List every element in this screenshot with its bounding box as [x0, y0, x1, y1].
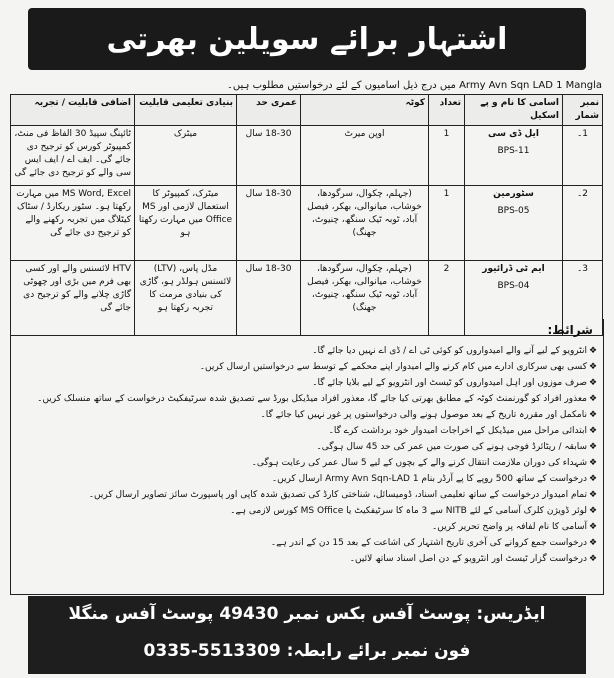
- header-extra: اضافی قابلیت / تجربہ: [11, 95, 135, 126]
- cell-extra: ٹائپنگ سپیڈ 30 الفاظ فی منٹ، کمپیوٹر کورس کو ترجیح دی جائے گی۔ ایف اے / ایف ایس سی والے کو ترجیح دی جائے گی: [11, 126, 135, 186]
- list-item: ❖انٹرویو کے لیے آنے والے امیدواروں کو کوئی ٹی اے / ڈی اے نہیں دیا جائے گا۔: [19, 343, 599, 359]
- bullet-icon: ❖: [588, 490, 598, 500]
- list-item: ❖کسی بھی سرکاری ادارے میں کام کرنے والے امیدوار اپنے محکمے کے توسط سے درخواستیں ارسال کریں۔: [19, 359, 599, 375]
- bullet-icon: ❖: [588, 506, 598, 516]
- cell-count: 1: [429, 186, 465, 261]
- conditions-list: [19, 343, 599, 567]
- list-item: ❖لوئر ڈویژن کلرک آسامی کے لئے NITB سے 3 ماہ کا سرٹیفکیٹ یا MS Office کورس لازمی ہے۔: [19, 503, 599, 519]
- table-row: [11, 186, 603, 261]
- phone-line: [28, 640, 586, 661]
- bullet-icon: ❖: [588, 458, 598, 468]
- cell-education: میٹرک: [135, 126, 237, 186]
- cell-count: 2: [429, 261, 465, 336]
- list-item: ❖درخواست کے ساتھ 500 روپے کا پے آرڈر بنام Army Avn Sqn-LAD 1 ارسال کریں۔: [19, 471, 599, 487]
- phone-number: 0335-5513309: [143, 641, 281, 661]
- list-item: ❖درخواست گزار ٹیسٹ اور انٹرویو کے دن اصل اسناد ساتھ لائیں۔: [19, 551, 599, 567]
- cell-education: مڈل پاس، (LTV) لائسنس ہولڈر ہو، گاڑی کی بنیادی مرمت کا تجربہ رکھتا ہو: [135, 261, 237, 336]
- post-name: ایل ڈی سی: [488, 129, 539, 139]
- cell-age: 18-30 سال: [237, 186, 301, 261]
- post-bps: BPS-11: [497, 146, 530, 156]
- list-item: ❖سابقہ / ریٹائرڈ فوجی ہونے کی صورت میں عمر کی حد 45 سال ہوگی۔: [19, 439, 599, 455]
- phone-label: فون نمبر برائے رابطہ:: [286, 641, 471, 661]
- cell-count: 1: [429, 126, 465, 186]
- bullet-icon: ❖: [588, 474, 598, 484]
- post-bps: BPS-04: [497, 281, 530, 291]
- post-bps: BPS-05: [497, 206, 530, 216]
- header-count: تعداد: [429, 95, 465, 126]
- table-header-row: [11, 95, 603, 126]
- bullet-icon: ❖: [588, 538, 598, 548]
- header-quota: کوٹہ: [301, 95, 429, 126]
- cell-sno: 3۔: [563, 261, 603, 336]
- cell-quota: (جہلم، چکوال، سرگودھا، خوشاب، میانوالی، بھکر، فیصل آباد، ٹوبہ ٹیک سنگھ، چنیوٹ، جھنگ): [301, 186, 429, 261]
- bullet-icon: ❖: [588, 410, 598, 420]
- list-item: ❖صرف موزوں اور اہل امیدواروں کو ٹیسٹ اور انٹرویو کے لیے بلایا جائے گا۔: [19, 375, 599, 391]
- cell-extra: MS Word, Excel میں مہارت رکھتا ہو۔ سٹور ریکارڈ / سٹاک کیٹلاگ میں تجربہ رکھنے والے کو ترجیح دی جائے گی: [11, 186, 135, 261]
- bullet-icon: ❖: [588, 378, 598, 388]
- list-item: ❖نامکمل اور مقررہ تاریخ کے بعد موصول ہونے والی درخواستوں پر غور نہیں کیا جائے گا۔: [19, 407, 599, 423]
- cell-post: [465, 126, 563, 186]
- list-item: ❖درخواست جمع کروانے کی آخری تاریخ اشتہار کی اشاعت کے بعد 15 دن کے اندر ہے۔: [19, 535, 599, 551]
- bullet-icon: ❖: [588, 426, 598, 436]
- bullet-icon: ❖: [588, 442, 598, 452]
- cell-sno: 1۔: [563, 126, 603, 186]
- post-name: سٹورمین: [493, 189, 534, 199]
- cell-quota: اوپن میرٹ: [301, 126, 429, 186]
- header-post: اسامی کا نام و پے اسکیل: [465, 95, 563, 126]
- conditions-title: شرائط:: [547, 323, 593, 337]
- intro-text: Army Avn Sqn LAD 1 Mangla میں درج ذیل آسامیوں کے لئے درخواستیں مطلوب ہیں۔: [227, 80, 602, 91]
- post-name: ایم ٹی ڈرائیور: [482, 264, 545, 274]
- table-row: [11, 126, 603, 186]
- address-text: ایڈریس: پوسٹ آفس بکس نمبر 49430 پوسٹ آفس منگلا: [68, 604, 546, 624]
- cell-education: میٹرک، کمپیوٹر کا استعمال لازمی اور MS Office میں مہارت رکھتا ہو: [135, 186, 237, 261]
- list-item: ❖ابتدائی مراحل میں میڈیکل کے اخراجات امیدوار خود برداشت کرے گا۔: [19, 423, 599, 439]
- list-item: ❖آسامی کا نام لفافہ پر واضح تحریر کریں۔: [19, 519, 599, 535]
- cell-quota: (جہلم، چکوال، سرگودھا، خوشاب، میانوالی، بھکر، فیصل آباد، ٹوبہ ٹیک سنگھ، چنیوٹ، جھنگ): [301, 261, 429, 336]
- cell-post: [465, 186, 563, 261]
- bullet-icon: ❖: [588, 554, 598, 564]
- cell-extra: HTV لائسنس والے اور کسی بھی فرم میں بڑی اور چھوٹی گاڑی چلانے والے کو ترجیح دی جائے گی: [11, 261, 135, 336]
- header-age: عمری حد: [237, 95, 301, 126]
- cell-age: 18-30 سال: [237, 126, 301, 186]
- conditions-section: [10, 319, 604, 595]
- bullet-icon: ❖: [588, 394, 598, 404]
- list-item: ❖شہداء کی دوران ملازمت انتقال کرنے والے کے بچوں کے لیے 5 سال عمر کی رعایت ہوگی۔: [19, 455, 599, 471]
- title-banner: [28, 8, 586, 70]
- bullet-icon: ❖: [588, 362, 598, 372]
- cell-age: 18-30 سال: [237, 261, 301, 336]
- posts-table: [10, 94, 603, 336]
- bullet-icon: ❖: [588, 522, 598, 532]
- cell-sno: 2۔: [563, 186, 603, 261]
- header-sno: نمبر شمار: [563, 95, 603, 126]
- list-item: ❖معذور افراد کو گورنمنٹ کوٹہ کے مطابق بھرتی کیا جائے گا، معذور افراد میڈیکل بورڈ سے تصدیق شدہ سرٹیفکیٹ درخواست کے ساتھ منسلک کریں۔: [19, 391, 599, 407]
- page-title: اشتہار برائے سویلین بھرتی: [106, 21, 508, 57]
- bullet-icon: ❖: [588, 346, 598, 356]
- footer-contact: [28, 596, 586, 674]
- header-education: بنیادی تعلیمی قابلیت: [135, 95, 237, 126]
- list-item: ❖تمام امیدوار درخواست کے ساتھ تعلیمی اسناد، ڈومیسائل، شناختی کارڈ کی تصدیق شدہ کاپی اور پاسپورٹ سائز تصاویر ارسال کریں۔: [19, 487, 599, 503]
